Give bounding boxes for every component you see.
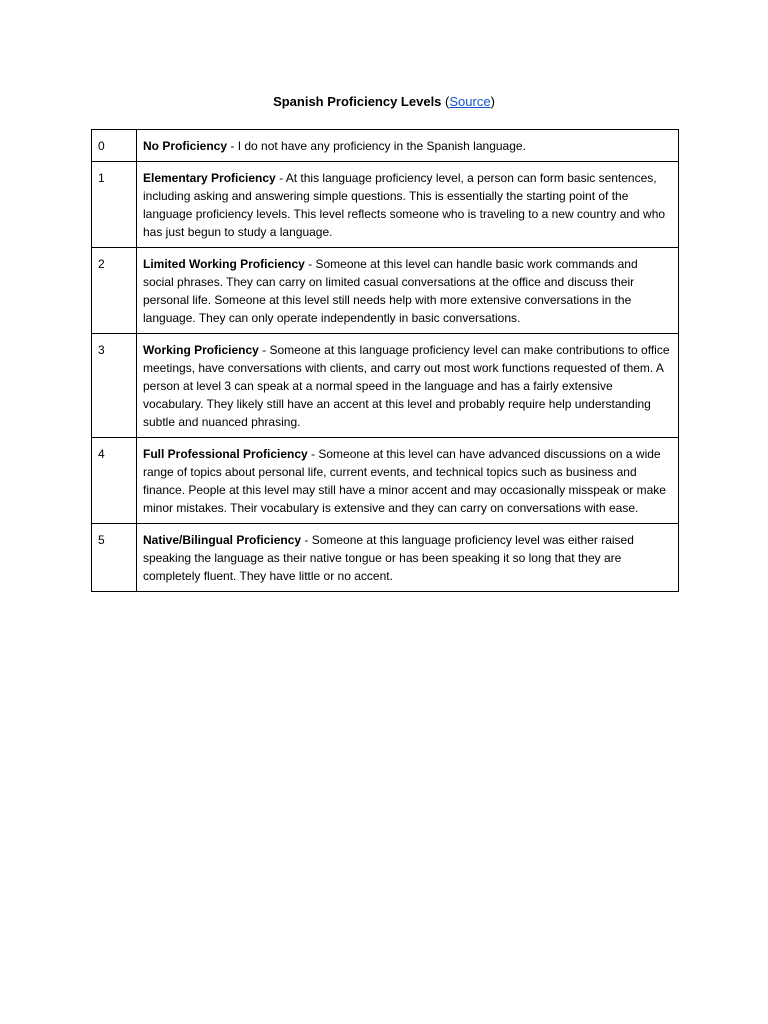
level-number: 4: [92, 438, 137, 524]
level-description: [137, 438, 679, 524]
title-open-paren: (: [441, 94, 450, 109]
level-description: [137, 248, 679, 334]
table-row: [92, 162, 679, 248]
source-link[interactable]: Source: [449, 94, 491, 109]
proficiency-table: [91, 129, 679, 592]
level-number: 2: [92, 248, 137, 334]
table-row: [92, 130, 679, 162]
level-text: - Someone at this level can have advanced discussions on a wide range of topics about personal life, current events, and technical topics such as business and finance. People at this level may still have a minor accent and may occasionally misspeak or make minor mistakes. Their vocabulary is extensive and they can carry on conversations with ease.: [143, 447, 666, 515]
level-description: [137, 334, 679, 438]
level-description: [137, 130, 679, 162]
level-description: [137, 524, 679, 592]
level-text: - Someone at this language proficiency level was either raised speaking the language as their native tongue or has been speaking it so long that they are completely fluent. They have little or no accent.: [143, 533, 634, 583]
level-number: 5: [92, 524, 137, 592]
level-term: Limited Working Proficiency: [143, 257, 305, 271]
level-text: - I do not have any proficiency in the Spanish language.: [227, 139, 526, 153]
level-number: 0: [92, 130, 137, 162]
level-text: - At this language proficiency level, a person can form basic sentences, including asking and answering simple questions. This is essentially the starting point of the language proficiency levels. This level reflects someone who is traveling to a new country and who has just begun to study a language.: [143, 171, 666, 239]
table-row: [92, 438, 679, 524]
title-close-paren: ): [490, 94, 495, 109]
level-text: - Someone at this language proficiency level can make contributions to office meetings, have conversations with clients, and carry out most work functions requested of them. A person at level 3 can speak at a normal speed in the language and has a fairly extensive vocabulary. They likely still have an accent at this level and probably require help understanding subtle and nuanced phrasing.: [143, 343, 670, 429]
level-term: Full Professional Proficiency: [143, 447, 308, 461]
level-term: Native/Bilingual Proficiency: [143, 533, 302, 547]
level-term: Elementary Proficiency: [143, 171, 276, 185]
level-text: - Someone at this level can handle basic work commands and social phrases. They can carry on limited casual conversations at the office and discuss their personal life. Someone at this level still needs help with more extensive conversations in the language. They can only operate independently in basic conversations.: [143, 257, 638, 325]
table-row: [92, 248, 679, 334]
level-number: 3: [92, 334, 137, 438]
level-term: Working Proficiency: [143, 343, 259, 357]
level-description: [137, 162, 679, 248]
title-text: Spanish Proficiency Levels: [273, 94, 442, 109]
document-title: [0, 93, 768, 110]
level-term: No Proficiency: [143, 139, 228, 153]
table-row: [92, 334, 679, 438]
level-number: 1: [92, 162, 137, 248]
table-row: [92, 524, 679, 592]
